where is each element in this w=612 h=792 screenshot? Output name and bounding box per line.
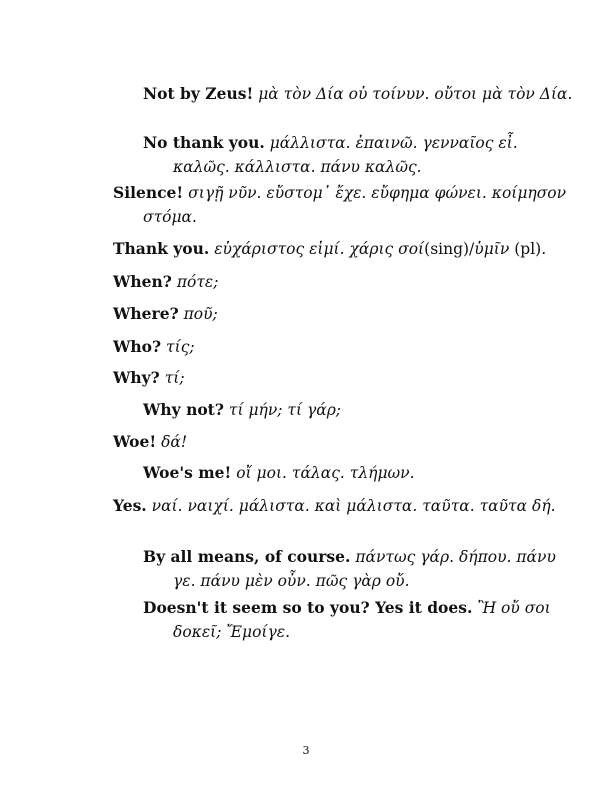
entry-term: When? xyxy=(113,272,172,291)
entry-why-not xyxy=(143,398,573,422)
entry-term: Why not? xyxy=(143,400,224,419)
entry-by-all-means xyxy=(143,545,573,593)
entry-woes-me xyxy=(143,461,573,485)
entry-greek-plural: ὑμῖν xyxy=(474,240,510,258)
entry-term: Silence! xyxy=(113,183,184,202)
entry-when xyxy=(113,270,573,294)
entry-term: Yes. xyxy=(113,496,147,515)
entry-not-by-zeus xyxy=(143,82,573,106)
entry-silence xyxy=(113,181,573,229)
entry-yes xyxy=(113,494,573,518)
entry-greek: οἴ μοι. τάλας. τλήμων. xyxy=(236,464,415,482)
entry-greek: δά! xyxy=(161,433,188,451)
entry-term: Woe! xyxy=(113,432,157,451)
entry-greek: ναί. ναιχί. μάλιστα. καὶ μάλιστα. ταῦτα. ταῦτα δή. xyxy=(151,497,556,515)
entry-no-thank-you xyxy=(143,131,573,179)
entry-why xyxy=(113,366,573,390)
entry-term: Why? xyxy=(113,368,160,387)
entry-greek: πάντως γάρ. δήπου. πάνυ γε. πάνυ μὲν οὖν. πῶς γὰρ οὔ. xyxy=(173,548,556,590)
page-number: 3 xyxy=(302,744,310,757)
entry-greek: Ἢ οὔ σοι δοκεῖ; Ἔμοίγε. xyxy=(173,599,551,641)
entry-term: Not by Zeus! xyxy=(143,84,254,103)
entry-note: (sing)/ xyxy=(424,240,475,258)
entry-term: No thank you. xyxy=(143,133,265,152)
entry-term: Thank you. xyxy=(113,239,210,258)
entry-woe xyxy=(113,430,573,454)
entry-greek: μὰ τὸν Δία οὐ τοίνυν. οὔτοι μὰ τὸν Δία. xyxy=(258,85,573,103)
entry-greek: τί μήν; τί γάρ; xyxy=(228,401,342,419)
entry-greek: ποῦ; xyxy=(183,305,218,323)
entry-who xyxy=(113,335,573,359)
entry-term: Where? xyxy=(113,304,179,323)
entry-term: Woe's me! xyxy=(143,463,232,482)
entry-greek: μάλλιστα. ἐπαινῶ. γενναῖος εἶ. καλῶς. κάλλιστα. πάνυ καλῶς. xyxy=(173,134,518,176)
entry-doesnt-it-seem xyxy=(143,596,573,644)
entry-greek: εὐχάριστος εἰμί. χάρις σοί xyxy=(214,240,425,258)
entry-greek: πότε; xyxy=(176,273,219,291)
entry-term: By all means, of course. xyxy=(143,547,351,566)
entry-greek: τί; xyxy=(164,369,185,387)
entry-where xyxy=(113,302,573,326)
entry-greek: σιγῇ νῦν. εὔστομ᾽ ἔχε. εὔφημα φώνει. κοίμησον στόμα. xyxy=(143,184,567,226)
entry-term: Doesn't it seem so to you? Yes it does. xyxy=(143,598,473,617)
entry-term: Who? xyxy=(113,337,162,356)
entry-note: (pl). xyxy=(514,240,547,258)
entry-thank-you xyxy=(113,237,573,261)
entry-greek: τίς; xyxy=(166,338,195,356)
